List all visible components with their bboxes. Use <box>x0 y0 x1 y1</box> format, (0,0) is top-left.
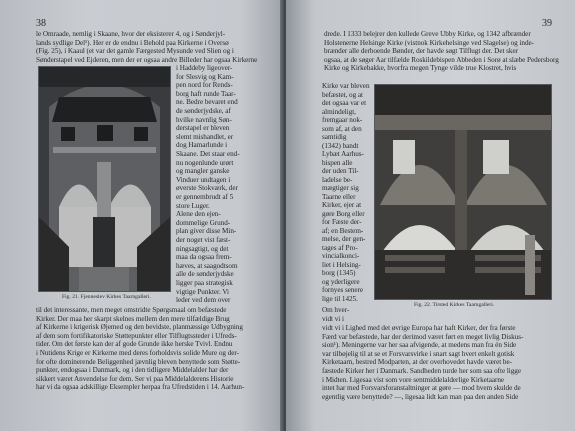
text-line: maa da ogsaa frem- <box>176 253 232 262</box>
text-line: og mangler ganske <box>176 167 230 176</box>
text-line: Vinduer undtagen i <box>176 175 231 184</box>
text-line: og yderligere <box>322 277 360 286</box>
text-line: le Omraade, nemlig i Skaane, hvor der eksisterer 4, og i Sønderjyl- <box>36 30 226 38</box>
text-line: Kirketaarn, bestred Modparten, at der overhovedet havde været be- <box>322 358 512 367</box>
text-line: dommelige Grund- <box>176 218 231 227</box>
figure-21-photo <box>38 66 171 292</box>
figure-21-caption: Fig. 21. Fjenneslev Kirkes Taarngalleri. <box>62 294 151 300</box>
text-line: Lybæt Aarhus- <box>322 150 364 158</box>
text-line: intet har med Forsvarsforanstaltninger at gøre — mod hvem skulde de <box>322 384 521 393</box>
text-line: pen nord for Rends- <box>176 81 233 90</box>
text-line: ligger paa strategisk <box>176 279 233 287</box>
text-line: ningsagtigt, og det <box>176 244 229 253</box>
text-line: vidt vi i <box>322 314 344 323</box>
text-line: Kirker, ejer at <box>322 201 362 209</box>
text-line: Holstenerne Helsinge Kirke (vistnok Kirkehelsinge ved Slagelse) og inde- <box>324 38 534 47</box>
text-line: for Fæste der- <box>322 218 362 226</box>
text-line: fornyes senere <box>322 286 364 294</box>
text-line: Taarne eller <box>322 192 356 201</box>
page-number-right: 39 <box>542 18 552 29</box>
text-line: Alene den ejen- <box>176 210 221 219</box>
right-page <box>286 0 575 431</box>
text-line: mægtiger sig <box>322 184 359 192</box>
text-line: fæstede Kirker her i Danmark. Sandheden turde her som saa ofte ligge <box>322 367 521 375</box>
text-line: Skaane. Det staar end- <box>176 150 240 158</box>
text-line: derstapel er bleven <box>176 124 230 133</box>
text-line: øverste Stokværk, der <box>176 184 238 193</box>
text-line: i Haddeby ligeover- <box>176 64 233 72</box>
text-line: Kirker. Der maa her skarpt skelnes mellem den mere tilfældige Brug <box>36 314 230 323</box>
text-line: har vi da ogsaa adskillige Eksempler herpaa fra Ufredstiden i 14. Aarhun- <box>36 383 245 392</box>
text-line: alle de sønderjydske <box>176 270 234 279</box>
text-line: egentlig være benyttede? —, ligesaa lidt kan man paa den anden Side <box>322 392 519 401</box>
text-line: Om hver- <box>322 306 350 314</box>
text-line: for ofte dominerende Beliggenhed jævnlig bleven benyttede som Støtte- <box>36 357 241 366</box>
text-line: det ogsaa var et <box>322 99 367 107</box>
text-line: almindeligt, <box>322 107 356 116</box>
text-line: gøre Borg eller <box>322 209 365 218</box>
text-line: sion¹). Meningerne var her saa afvigende, at medens man fra én Side <box>322 341 517 350</box>
text-line: lands sydlige Del¹). Her er de endnu i Behold paa Kirkerne i Oversø <box>36 38 229 47</box>
figure-22-caption: Fig. 22. Tirsted Kirkes Taarngalleri. <box>414 302 495 308</box>
text-line: plan giver disse Min- <box>176 227 237 236</box>
text-line: tider. Om det første kan der af gode Grunde ikke herske Tvivl. Endnu <box>36 340 233 349</box>
text-line: samtidig <box>322 133 347 141</box>
text-line: liet i Helsing- <box>322 260 361 269</box>
text-line: for Slesvig og Kam- <box>176 72 234 81</box>
text-line: af dem som fortifikatoriske Støttepunkter eller Tilflugtssteder i Ufreds- <box>36 331 237 340</box>
text-line: fremgaar nok- <box>322 116 363 124</box>
text-line: ne. Bedre bevaret end <box>176 98 238 107</box>
text-line: af Kirkerne i krigerisk Øjemed og den bevidste, planmæssige Udbygning <box>36 323 243 332</box>
text-line: bispen alle <box>322 158 353 167</box>
text-line: til det interessante, men meget omstridte Spørgsmaal om befæstede <box>36 306 227 314</box>
text-line: (Fig. 25), i Kaaul (et var det gamle Færgested Mysunde ved Slien og i <box>36 47 234 56</box>
text-line: Færd var befæstede, har der derimod været ført en meget livlig Diskus- <box>322 332 524 341</box>
text-line: Kirke og Kirkebakke, hvorfra megen Tynge vilde true Klostret, hvis <box>324 64 517 73</box>
text-line: i Nutidens Krige er Kirkerne med deres forholdsvis solide Mure og der- <box>36 349 239 357</box>
text-line: der uden Til- <box>322 167 359 175</box>
text-line: (1342) bandt <box>322 141 359 150</box>
text-line: melse, der gen- <box>322 235 366 243</box>
text-line: befæstet, og at <box>322 90 363 99</box>
page-number-left: 38 <box>36 18 46 29</box>
text-line: brænder alle derboende Bønder, der havde søgt Tilflugt der. Det sker <box>324 47 518 56</box>
text-line: punkter, endogsaa i Danmark, og i den tidligere Middelalder har der <box>36 366 229 375</box>
text-line: hæves, at saagodtsom <box>176 261 238 270</box>
text-line: store Luger. <box>176 201 210 210</box>
text-line: Sønderstapel ved Ejderen, men der er ogsaa andre Billeder har ogsaa Kirkerne <box>36 55 258 64</box>
figure-22-photo <box>374 84 552 300</box>
text-line: sikkert været Anvendelse for dem. Ser vi paa Middelalderens Historie <box>36 374 234 383</box>
text-line: drede. I 1333 belejrer den kullede Greve Ubby Kirke, og 1342 afbrænder <box>324 30 531 38</box>
left-page <box>0 0 284 431</box>
text-line: i Midten. Ligesaa vist som vore sentmiddelalderlige Kirketaarne <box>322 375 505 384</box>
text-line: ogsaa, at de søger Aar tilfælde Roskildebispen Abbeden i Sorø at slæbe Pedersborg <box>324 55 559 64</box>
text-line: borg haft runde Taar- <box>176 89 236 98</box>
text-line: de sønderjydske, af <box>176 107 231 115</box>
text-line: leder ved dem over <box>176 296 231 305</box>
text-line: vidt vi i Lighed med det øvrige Europa har haft Kirker, der fra første <box>322 324 516 332</box>
text-line: nu nogenlunde urørt <box>176 158 234 167</box>
text-line: vigtige Punkter. Vi <box>176 287 229 296</box>
text-line: ladelse be- <box>322 175 353 184</box>
text-line: slemt mishandlet, er <box>176 132 234 141</box>
text-line: der noget vist fæst- <box>176 236 231 244</box>
text-line: vincialkonci- <box>322 252 360 260</box>
text-line: Kirke var bleven <box>322 82 370 90</box>
text-line: er gennembrudt af 5 <box>176 193 234 201</box>
text-line: hvilke navnlig Søn- <box>176 115 232 124</box>
text-line: tages af Pro- <box>322 243 358 252</box>
text-line: af; en Bestem- <box>322 226 364 235</box>
text-line: borg (1345) <box>322 269 356 277</box>
text-line: dog Hamarlunde i <box>176 141 228 150</box>
text-line: som af, at den <box>322 124 362 133</box>
text-line: lige til 1425. <box>322 294 358 303</box>
text-line: var tilbøjelig til at se et Forsvarsvirke i snart sagt hvert enkelt gotisk <box>322 349 515 358</box>
